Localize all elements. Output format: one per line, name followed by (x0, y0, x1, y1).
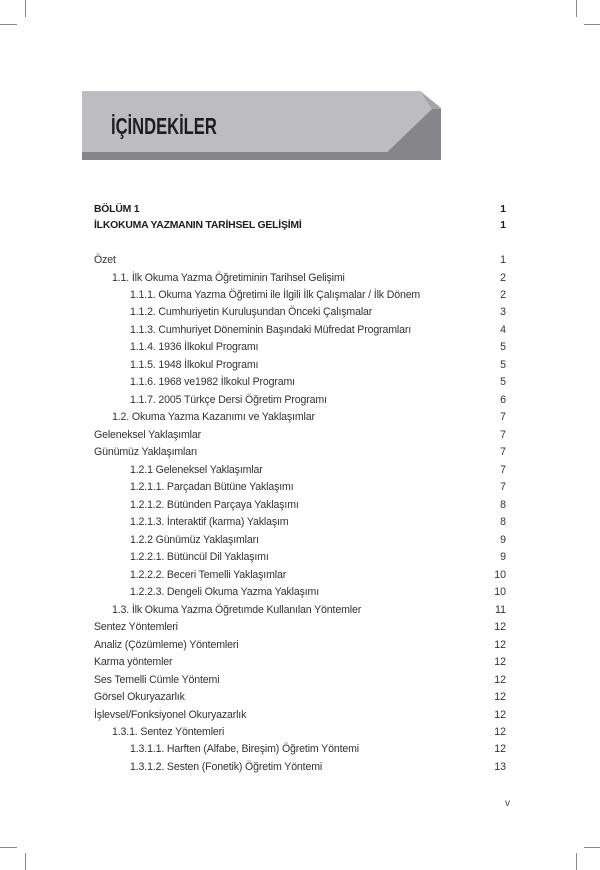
toc-entry[interactable] (94, 304, 506, 320)
toc-entry[interactable] (94, 549, 506, 565)
crop-mark-top-right-horizontal (584, 24, 600, 25)
toc-entry[interactable] (94, 619, 506, 635)
toc-entry-label: 1.1.3. Cumhuriyet Döneminin Başındaki Müfredat Programları (130, 323, 411, 336)
toc-entry-label: Görsel Okuryazarlık (94, 691, 185, 703)
toc-entry-label: 1.2.1.3. İnteraktif (karma) Yaklaşım (130, 516, 289, 529)
toc-entry-label: 1.1.1. Okuma Yazma Öğretimi ile İlgili İlk Çalışmalar / İlk Dönem (130, 289, 421, 301)
toc-entry[interactable] (94, 462, 506, 478)
toc-entry-label: 1.3. İlk Okuma Yazma Öğretımde Kullanılan Yöntemler (112, 603, 362, 616)
page-title: İÇİNDEKİLER (111, 113, 217, 139)
toc-entry[interactable] (94, 322, 506, 338)
toc-entry-page: 12 (494, 726, 506, 738)
toc-entry-page: 7 (500, 428, 506, 441)
toc-entry[interactable] (94, 567, 506, 583)
toc-entry-label: Geleneksel Yaklaşımlar (94, 428, 202, 441)
crop-mark-bottom-right-horizontal (584, 847, 600, 848)
toc-entry-page: 7 (500, 411, 506, 424)
toc-entry[interactable] (94, 409, 506, 425)
chapter-heading: İLKOKUMA YAZMANIN TARİHSEL GELİŞİMİ (94, 220, 302, 231)
toc-entry[interactable] (94, 392, 506, 408)
toc-entry[interactable] (94, 602, 506, 618)
toc-entry-page: 5 (500, 376, 506, 389)
toc-entry-label: 1.2. Okuma Yazma Kazanımı ve Yaklaşımlar (112, 411, 315, 424)
crop-mark-top-right-vertical (576, 0, 577, 17)
toc-entry-label: 1.1. İlk Okuma Yazma Öğretiminin Tarihsel Gelişimi (112, 271, 345, 284)
toc-entry[interactable] (94, 357, 506, 373)
toc-entry[interactable] (94, 427, 506, 443)
toc-entry-page: 12 (494, 656, 506, 668)
toc-entry-page: 12 (494, 638, 506, 651)
toc-entry[interactable] (94, 724, 506, 740)
toc-entry-label: 1.2.1.1. Parçadan Bütüne Yaklaşımı (130, 481, 294, 494)
toc-entry-page: 1 (500, 254, 506, 266)
page-number: v (505, 798, 510, 809)
toc-entry-label: 1.1.4. 1936 İlkokul Programı (130, 341, 259, 354)
toc-entry-page: 12 (494, 621, 506, 634)
toc-entry-page: 8 (500, 516, 506, 529)
crop-mark-top-left-horizontal (0, 24, 17, 25)
toc-entry-page: 4 (500, 323, 506, 336)
toc-entry-label: Karma yöntemler (94, 656, 173, 668)
toc-entry-label: İşlevsel/Fonksiyonel Okuryazarlık (94, 708, 247, 721)
toc-entry[interactable] (94, 287, 506, 303)
toc-entry[interactable] (94, 637, 506, 653)
toc-entry[interactable] (94, 497, 506, 513)
toc-entry-label: Günümüz Yaklaşımları (94, 446, 198, 459)
toc-entry[interactable] (94, 270, 506, 286)
chapter-page: 1 (500, 204, 506, 215)
toc-entry-page: 9 (500, 533, 506, 546)
toc-entry[interactable] (94, 374, 506, 390)
toc-entry-label: 1.1.7. 2005 Türkçe Dersi Öğretim Programı (130, 393, 327, 406)
toc-entry-page: 8 (500, 498, 506, 511)
toc-entry-label: Özet (94, 254, 116, 266)
toc-entry-page: 7 (500, 481, 506, 494)
toc-entry[interactable] (94, 584, 506, 600)
toc-entry[interactable] (94, 689, 506, 705)
toc-entry-page: 12 (494, 708, 506, 721)
toc-entry-page: 6 (500, 393, 506, 406)
toc-entry[interactable] (94, 444, 506, 460)
crop-mark-bottom-left-vertical (25, 853, 26, 870)
toc-entry[interactable] (94, 479, 506, 495)
toc-entry-page: 10 (494, 568, 506, 581)
toc-entry-page: 5 (500, 341, 506, 354)
toc-entry-label: 1.2.2 Günümüz Yaklaşımları (130, 533, 259, 546)
crop-mark-bottom-right-vertical (576, 853, 577, 870)
toc-entry-label: 1.2.2.2. Beceri Temelli Yaklaşımlar (130, 568, 287, 581)
toc-entry-page: 10 (494, 586, 506, 599)
toc-entry-page: 5 (500, 358, 506, 371)
toc-entry[interactable] (94, 532, 506, 548)
toc-entry-label: Analiz (Çözümleme) Yöntemleri (94, 638, 239, 651)
toc-entry-page: 7 (500, 463, 506, 476)
toc-entry-label: 1.3.1.1. Harften (Alfabe, Bireşim) Öğretim Yöntemi (130, 743, 359, 756)
chapter-heading-row[interactable] (94, 218, 506, 234)
crop-mark-top-left-vertical (25, 0, 26, 17)
toc-entry-label: 1.1.5. 1948 İlkokul Programı (130, 358, 259, 371)
chapter-heading-page: 1 (500, 220, 506, 231)
toc-entry[interactable] (94, 672, 506, 688)
chapter-label-row[interactable] (94, 202, 506, 218)
toc-entry[interactable] (94, 252, 506, 268)
toc-entry-label: Sentez Yöntemleri (94, 621, 178, 634)
toc-entry-label: 1.2.2.1. Bütüncül Dil Yaklaşımı (130, 551, 269, 564)
toc-entry-page: 11 (495, 603, 506, 616)
crop-mark-bottom-left-horizontal (0, 847, 17, 848)
toc-entry-page: 13 (494, 760, 506, 773)
toc-entry[interactable] (94, 707, 506, 723)
toc-entry[interactable] (94, 654, 506, 670)
toc-entry-label: Ses Temelli Cümle Yöntemi (94, 673, 220, 686)
toc-entry-page: 12 (494, 743, 506, 756)
toc-entry-label: 1.3.1.2. Sesten (Fonetik) Öğretim Yöntemi (130, 760, 323, 773)
toc-entry-label: 1.2.1 Geleneksel Yaklaşımlar (130, 463, 263, 476)
toc-entry-label: 1.2.2.3. Dengeli Okuma Yazma Yaklaşımı (130, 586, 320, 599)
toc-entry-label: 1.2.1.2. Bütünden Parçaya Yaklaşımı (130, 498, 299, 511)
toc-entry-label: 1.3.1. Sentez Yöntemleri (112, 726, 225, 738)
toc-entry-page: 12 (494, 691, 506, 703)
toc-entry-label: 1.1.2. Cumhuriyetin Kuruluşundan Önceki Çalışmalar (130, 306, 373, 319)
toc-entry-page: 9 (500, 551, 506, 564)
toc-entry-page: 12 (494, 673, 506, 686)
banner-bottom-strip (82, 152, 441, 160)
toc-entry-page: 7 (500, 446, 506, 459)
toc-entry[interactable] (94, 759, 506, 775)
title-banner (82, 91, 441, 160)
toc-entry[interactable] (94, 339, 506, 355)
chapter-label: BÖLÜM 1 (94, 204, 140, 215)
toc-entry-page: 3 (500, 306, 506, 319)
toc-entry[interactable] (94, 741, 506, 757)
toc-entry-page: 2 (500, 289, 506, 301)
toc-entry[interactable] (94, 514, 506, 530)
toc-entry-label: 1.1.6. 1968 ve1982 İlkokul Programı (130, 376, 295, 389)
toc-entry-page: 2 (500, 271, 506, 284)
